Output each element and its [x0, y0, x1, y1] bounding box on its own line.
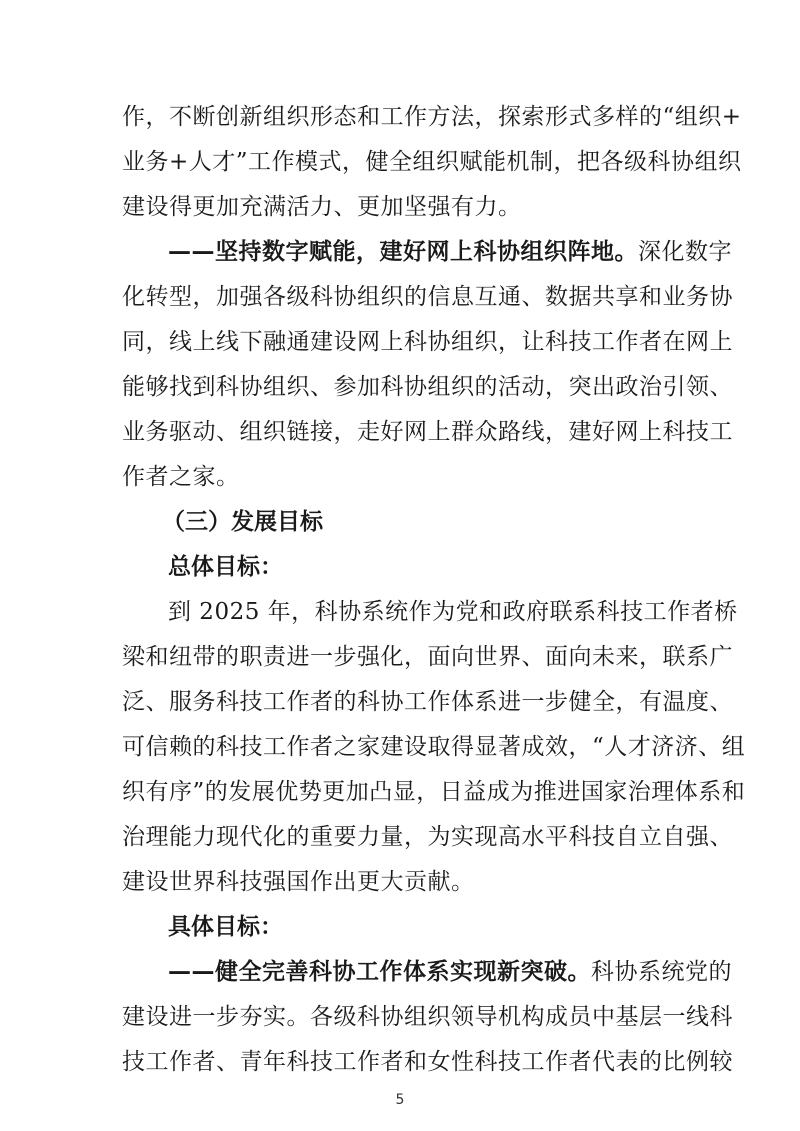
overall-goal-label: 总体目标： — [168, 554, 283, 580]
paragraph-line — [168, 957, 732, 987]
paragraph-line: 到 2025 年，科协系统作为党和政府联系科技工作者桥 — [168, 599, 738, 625]
paragraph-line: 同，线上线下融通建设网上科协组织，让科技工作者在网上 — [122, 329, 733, 355]
paragraph-line: 化转型，加强各级科协组织的信息互通、数据共享和业务协 — [122, 284, 733, 310]
paragraph-line: 织有序”的发展优势更加凸显，日益成为推进国家治理体系和 — [122, 779, 746, 805]
paragraph-line: 技工作者、青年科技工作者和女性科技工作者代表的比例较 — [122, 1049, 733, 1075]
paragraph-line: 梁和纽带的职责进一步强化，面向世界、面向未来，联系广 — [122, 644, 733, 670]
bold-lead-text: ——坚持数字赋能，建好网上科协组织阵地。 — [168, 239, 638, 265]
paragraph-line: 建设得更加充满活力、更加坚强有力。 — [122, 194, 522, 220]
paragraph-text: 深化数字 — [638, 239, 732, 265]
paragraph-line: 作，不断创新组织形态和工作方法，探索形式多样的“组织+ — [122, 104, 742, 130]
paragraph-text: 科协系统党的 — [591, 959, 732, 985]
paragraph-line: 可信赖的科技工作者之家建设取得显著成效，“人才济济、组 — [122, 734, 746, 760]
paragraph-line: 泛、服务科技工作者的科协工作体系进一步健全，有温度、 — [122, 689, 733, 715]
paragraph-line — [168, 237, 732, 267]
section-heading: （三）发展目标 — [162, 509, 323, 535]
paragraph-line: 业务驱动、组织链接，走好网上群众路线，建好网上科技工 — [122, 419, 733, 445]
page-number: 5 — [395, 1092, 405, 1108]
paragraph-line: 治理能力现代化的重要力量，为实现高水平科技自立自强、 — [122, 824, 733, 850]
bold-lead-text: ——健全完善科协工作体系实现新突破。 — [168, 959, 591, 985]
specific-goal-label: 具体目标： — [168, 914, 283, 940]
paragraph-line: 业务+人才”工作模式，健全组织赋能机制，把各级科协组织 — [122, 149, 742, 175]
paragraph-line: 作者之家。 — [122, 464, 240, 490]
paragraph-line: 建设进一步夯实。各级科协组织领导机构成员中基层一线科 — [122, 1004, 733, 1030]
paragraph-line: 能够找到科协组织、参加科协组织的活动，突出政治引领、 — [122, 374, 733, 400]
paragraph-line: 建设世界科技强国作出更大贡献。 — [122, 869, 475, 895]
